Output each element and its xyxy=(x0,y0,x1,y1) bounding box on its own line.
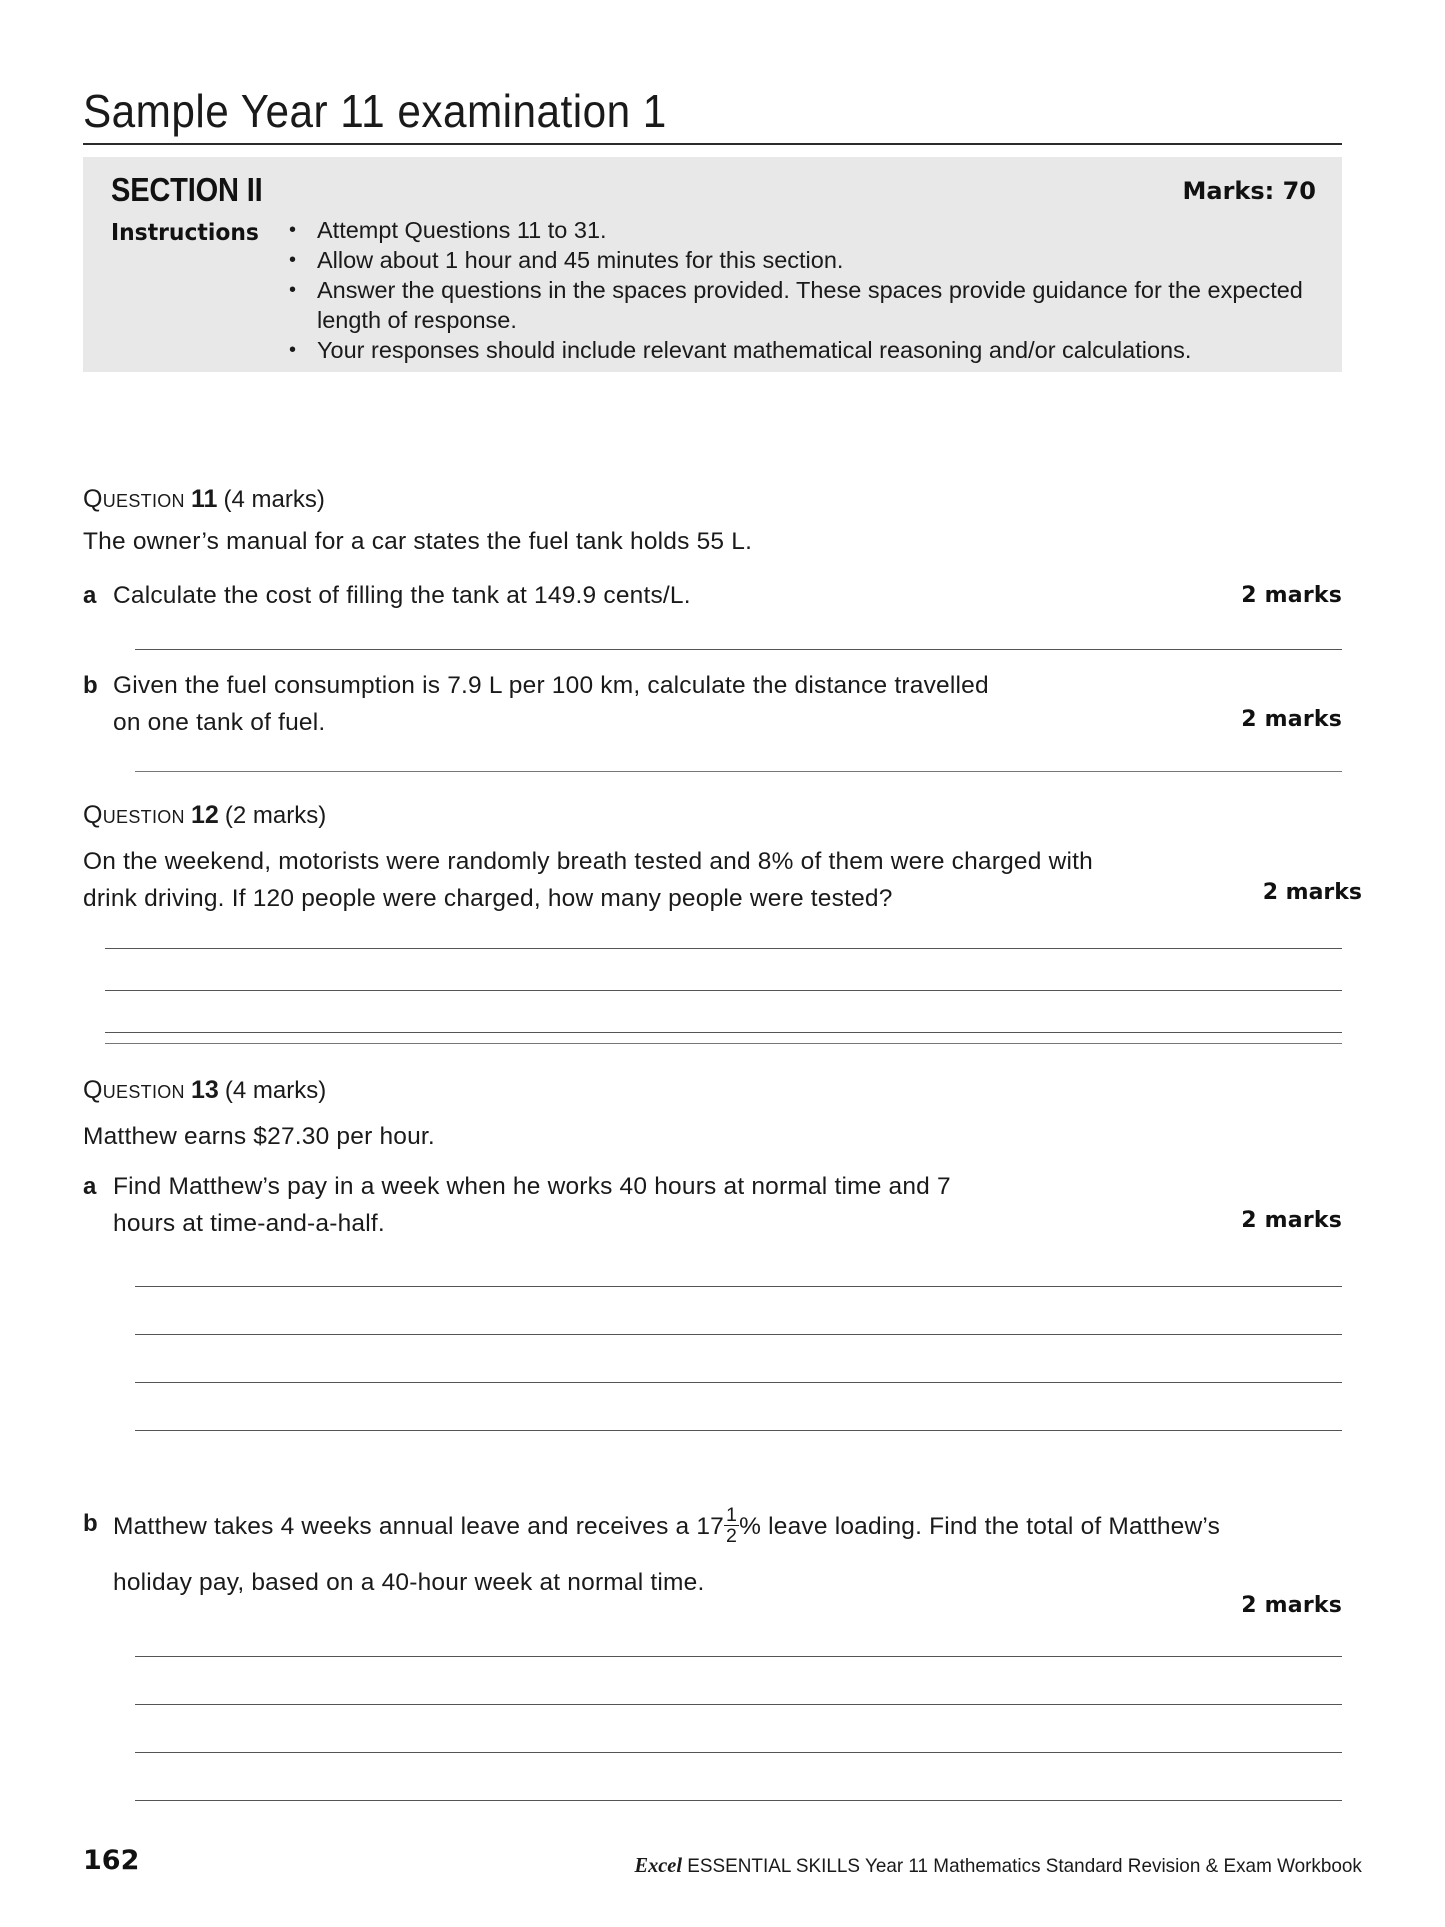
question-number: 13 xyxy=(190,1076,219,1104)
question-marks: (4 marks) xyxy=(224,1077,327,1104)
list-item xyxy=(279,215,1309,245)
mixed-whole: 17 xyxy=(696,1512,725,1540)
bullet-icon: • xyxy=(289,339,297,361)
answer-line[interactable] xyxy=(105,990,1342,991)
fraction-denominator: 2 xyxy=(726,1524,738,1547)
bullet-icon: • xyxy=(289,219,297,241)
part-text-before: Matthew takes 4 weeks annual leave and receives a xyxy=(113,1512,697,1540)
answer-line[interactable] xyxy=(135,1752,1342,1753)
question-marks: (4 marks) xyxy=(223,486,325,513)
footer-page-number: 162 xyxy=(83,1845,140,1876)
instruction-text: Allow about 1 hour and 45 minutes for this section. xyxy=(317,247,844,273)
part-text: Given the fuel consumption is 7.9 L per 100 km, calculate the distance travelled on one tank of fuel. xyxy=(113,672,989,736)
question-13-stem: Matthew earns $27.30 per hour. xyxy=(83,1123,435,1150)
question-word: Question xyxy=(83,485,185,513)
question-11-part-b xyxy=(83,667,1342,741)
question-marks: (2 marks) xyxy=(224,802,327,829)
question-11-heading xyxy=(83,485,325,514)
question-13-part-a xyxy=(83,1168,1342,1242)
part-marks: 2 marks xyxy=(1241,583,1342,608)
question-word: Question xyxy=(83,1076,185,1104)
list-item xyxy=(279,245,1309,275)
instruction-text: Your responses should include relevant mathematical reasoning and/or calculations. xyxy=(317,337,1192,363)
question-separator xyxy=(135,771,1342,772)
question-number: 12 xyxy=(190,801,219,829)
footer-book-title xyxy=(635,1853,1362,1878)
answer-line[interactable] xyxy=(135,1334,1342,1335)
part-marks: 2 marks xyxy=(1241,1593,1342,1618)
part-letter: b xyxy=(83,672,98,699)
section-marks-total: Marks: 70 xyxy=(1182,177,1316,205)
part-letter: a xyxy=(83,582,97,609)
answer-line[interactable] xyxy=(105,1032,1342,1033)
answer-line[interactable] xyxy=(135,1800,1342,1801)
list-item xyxy=(279,335,1309,365)
answer-line[interactable] xyxy=(135,1286,1342,1287)
part-text: Calculate the cost of filling the tank at 149.9 cents/L. xyxy=(113,582,691,609)
instruction-text: Attempt Questions 11 to 31. xyxy=(317,217,607,243)
question-number: 11 xyxy=(190,485,218,513)
answer-line[interactable] xyxy=(105,948,1342,949)
part-marks: 2 marks xyxy=(1241,1208,1342,1233)
answer-line[interactable] xyxy=(135,1382,1342,1383)
question-12-heading xyxy=(83,801,326,830)
section-heading: SECTION II xyxy=(111,171,263,208)
instruction-text: Answer the questions in the spaces provided. These spaces provide guidance for the expected length of response. xyxy=(317,277,1303,333)
mixed-number xyxy=(696,1505,739,1546)
question-separator xyxy=(105,1043,1342,1044)
answer-line[interactable] xyxy=(135,1430,1342,1431)
question-word: Question xyxy=(83,801,185,829)
list-item xyxy=(279,275,1309,335)
fraction-numerator: 1 xyxy=(726,1504,738,1526)
part-text xyxy=(113,1505,1273,1546)
part-text: Find Matthew’s pay in a week when he works 40 hours at normal time and 7 hours at time-and-a-half. xyxy=(113,1173,951,1237)
page-title: Sample Year 11 examination 1 xyxy=(83,85,667,137)
question-12-stem: On the weekend, motorists were randomly breath tested and 8% of them were charged with drink driving. If 120 people were charged, how many people were tested? xyxy=(83,848,1093,912)
answer-line[interactable] xyxy=(135,649,1342,650)
part-letter: a xyxy=(83,1173,97,1200)
bullet-icon: • xyxy=(289,279,297,301)
part-text-after: % leave loading. Find the total of Matthew’s xyxy=(739,1512,1221,1540)
answer-line[interactable] xyxy=(135,1704,1342,1705)
footer-subtitle: ESSENTIAL SKILLS Year 11 Mathematics Standard Revision & Exam Workbook xyxy=(682,1855,1362,1877)
part-marks: 2 marks xyxy=(1241,707,1342,732)
question-12-marks: 2 marks xyxy=(1262,880,1362,905)
instructions-list xyxy=(279,215,1309,365)
part-letter: b xyxy=(83,1510,98,1537)
footer-brand: Excel xyxy=(634,1853,683,1877)
instructions-label: Instructions xyxy=(111,220,259,246)
section-instructions-box xyxy=(83,157,1342,372)
bullet-icon: • xyxy=(289,249,297,271)
question-11-part-a xyxy=(83,577,1342,614)
question-13-part-b xyxy=(83,1504,1342,1618)
question-13-heading xyxy=(83,1076,326,1105)
title-divider xyxy=(83,143,1342,145)
question-11-stem: The owner’s manual for a car states the fuel tank holds 55 L. xyxy=(83,528,753,555)
answer-line[interactable] xyxy=(135,1656,1342,1657)
part-text-line2: holiday pay, based on a 40-hour week at normal time. xyxy=(113,1568,705,1596)
fraction xyxy=(724,1505,739,1546)
